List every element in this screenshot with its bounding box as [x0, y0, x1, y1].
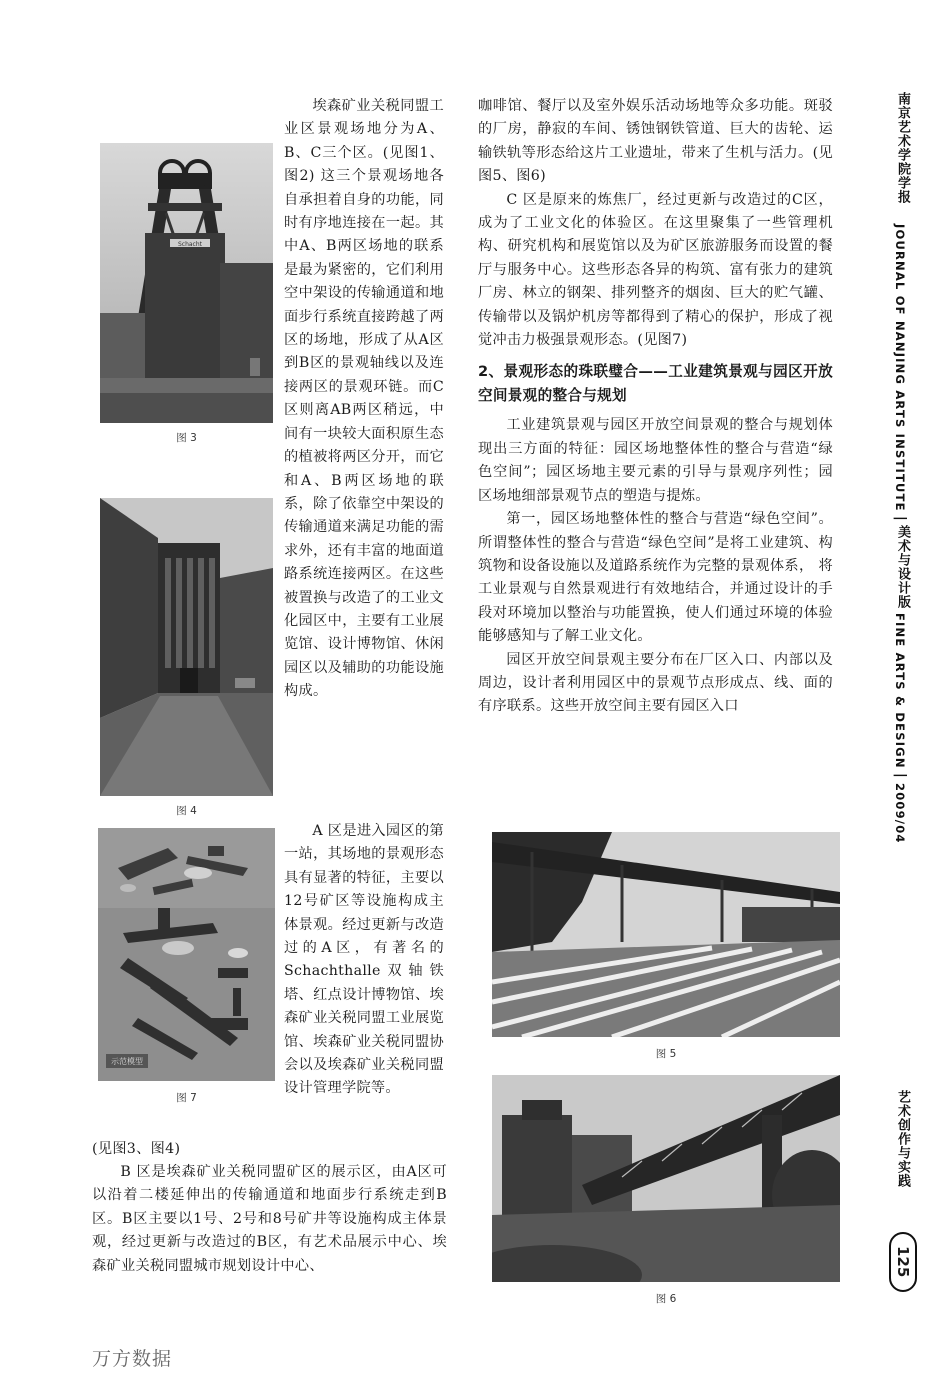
figure-5-caption: 图 5	[655, 1048, 677, 1060]
sidebar-separator-2: |	[893, 773, 908, 779]
page-number-badge	[889, 1232, 917, 1292]
journal-name-en: JOURNAL OF NANJING ARTS INSTITUTE	[893, 224, 907, 512]
figure-4-photo	[100, 498, 273, 796]
issue-number: 2009/04	[893, 782, 907, 844]
left-para-2-tail-text: (见图3、图4)	[92, 1141, 181, 1157]
sidebar-separator-1: |	[893, 515, 908, 522]
figure-3-caption: 图 3	[176, 432, 197, 444]
left-para-2-text: A 区是进入园区的第一站，其场地的景观形态具有显著的特征，主要以12号矿区等设施构成主体景观。经过更新与改造过的A区，有著名的Schachthalle双轴铁塔、红点设计博物馆、埃森矿业关税同盟工业展览馆、埃森矿业关税同盟协会以及埃森矿业关税同盟设计管理学院等。	[284, 823, 444, 1097]
figure-7-label: 示范模型	[111, 1057, 143, 1066]
edition-name-en: FINE ARTS & DESIGN	[893, 613, 907, 770]
section-name: 艺术创作与实践	[895, 1090, 910, 1188]
right-column-text	[478, 95, 833, 719]
journal-sidebar	[893, 92, 923, 843]
left-para-2-tail	[92, 1138, 447, 1161]
right-para-5: 园区开放空间景观主要分布在厂区入口、内部以及周边，设计者利用园区中的景观节点形成点、线、面的有序联系。这些开放空间主要有园区入口	[478, 651, 833, 715]
left-para-1-text: 埃森矿业关税同盟工业区景观场地分为A、B、C三个区。(见图1、图2) 这三个景观场地各自承担着自身的功能，同时有序地连接在一起。其中A、B两区场地的联系是最为紧密的，它们利用空中架设的传输通道和地面步行系统直接跨越了两区的场地，形成了从A区到B区的景观轴线以及连接两区的景观环链。而C区则离AB两区稍远，中间有一块较大面积原生态的植被将两区分开，而它和A、B两区场地的联系，除了依靠空中架设的传输通道来满足功能的需求外，还有丰富的地面道路系统连接两区。在这些被置换与改造了的工业文化园区中，主要有工业展览馆、设计博物馆、休闲园区以及辅助的功能设施构成。	[284, 98, 444, 700]
left-para-1	[284, 95, 444, 704]
right-para-2: C 区是原来的炼焦厂，经过更新与改造过的C区，成为了工业文化的体验区。在这里聚集了一些管理机构、研究机构和展览馆以及为矿区旅游服务而设置的餐厅与服务中心。这些形态各异的构筑、富有张力的建筑厂房、林立的钢架、排列整齐的烟囱、巨大的贮气罐、传输带以及锅炉机房等都得到了精心的保护，形成了视觉冲击力极强景观形态。(见图7)	[478, 191, 833, 349]
right-para-4: 第一，园区场地整体性的整合与营造“绿色空间”。所谓整体性的整合与营造“绿色空间”是将工业建筑、构筑物和设备设施以及道路系统作为完整的景观体系， 将工业景观与自然景观进行有效地结合，并通过设计的手段对环境加以整治与功能置换，使人们通过环境的体验能够感知与了解工业文化。	[478, 511, 833, 645]
left-para-3	[92, 1161, 447, 1278]
edition-name-cn: 美术与设计版	[895, 525, 910, 610]
figure-4-caption: 图 4	[176, 805, 197, 817]
figure-7-caption: 图 7	[176, 1092, 197, 1104]
figure-6-caption: 图 6	[655, 1293, 677, 1305]
figure-7-photo	[98, 828, 275, 1081]
left-para-2	[284, 820, 444, 1101]
figure-6-photo	[492, 1075, 840, 1282]
right-para-3: 工业建筑景观与园区开放空间景观的整合与规划体现出三方面的特征：园区场地整体性的整合与营造“绿色空间”；园区场地主要元素的引导与景观序列性；园区场地细部景观节点的塑造与提炼。	[478, 417, 833, 504]
right-para-1: 咖啡馆、餐厅以及室外娱乐活动场地等众多功能。斑驳的厂房，静寂的车间、锈蚀钢铁管道、巨大的齿轮、运输铁轨等形态给这片工业遗址，带来了生机与活力。(见图5、图6)	[478, 98, 833, 185]
figure-3-sign: Schacht	[177, 241, 203, 248]
section-sidebar	[893, 1090, 923, 1188]
page-number: 125	[894, 1246, 912, 1278]
journal-name-cn: 南京艺术学院学报	[895, 92, 910, 204]
section-heading: 2、景观形态的珠联璧合——工业建筑景观与园区开放空间景观的整合与规划	[478, 363, 833, 405]
figure-5-photo	[492, 832, 840, 1037]
left-para-3-text: B 区是埃森矿业关税同盟矿区的展示区，由A区可以沿着二楼延伸出的传输通道和地面步行系统走到B区。B区主要以1号、2号和8号矿井等设施构成主体景观，经过更新与改造过的B区，有艺术品展示中心、埃森矿业关税同盟城市规划设计中心、	[92, 1164, 447, 1274]
figure-3-photo	[100, 143, 273, 423]
watermark: 万方数据	[92, 1348, 173, 1370]
